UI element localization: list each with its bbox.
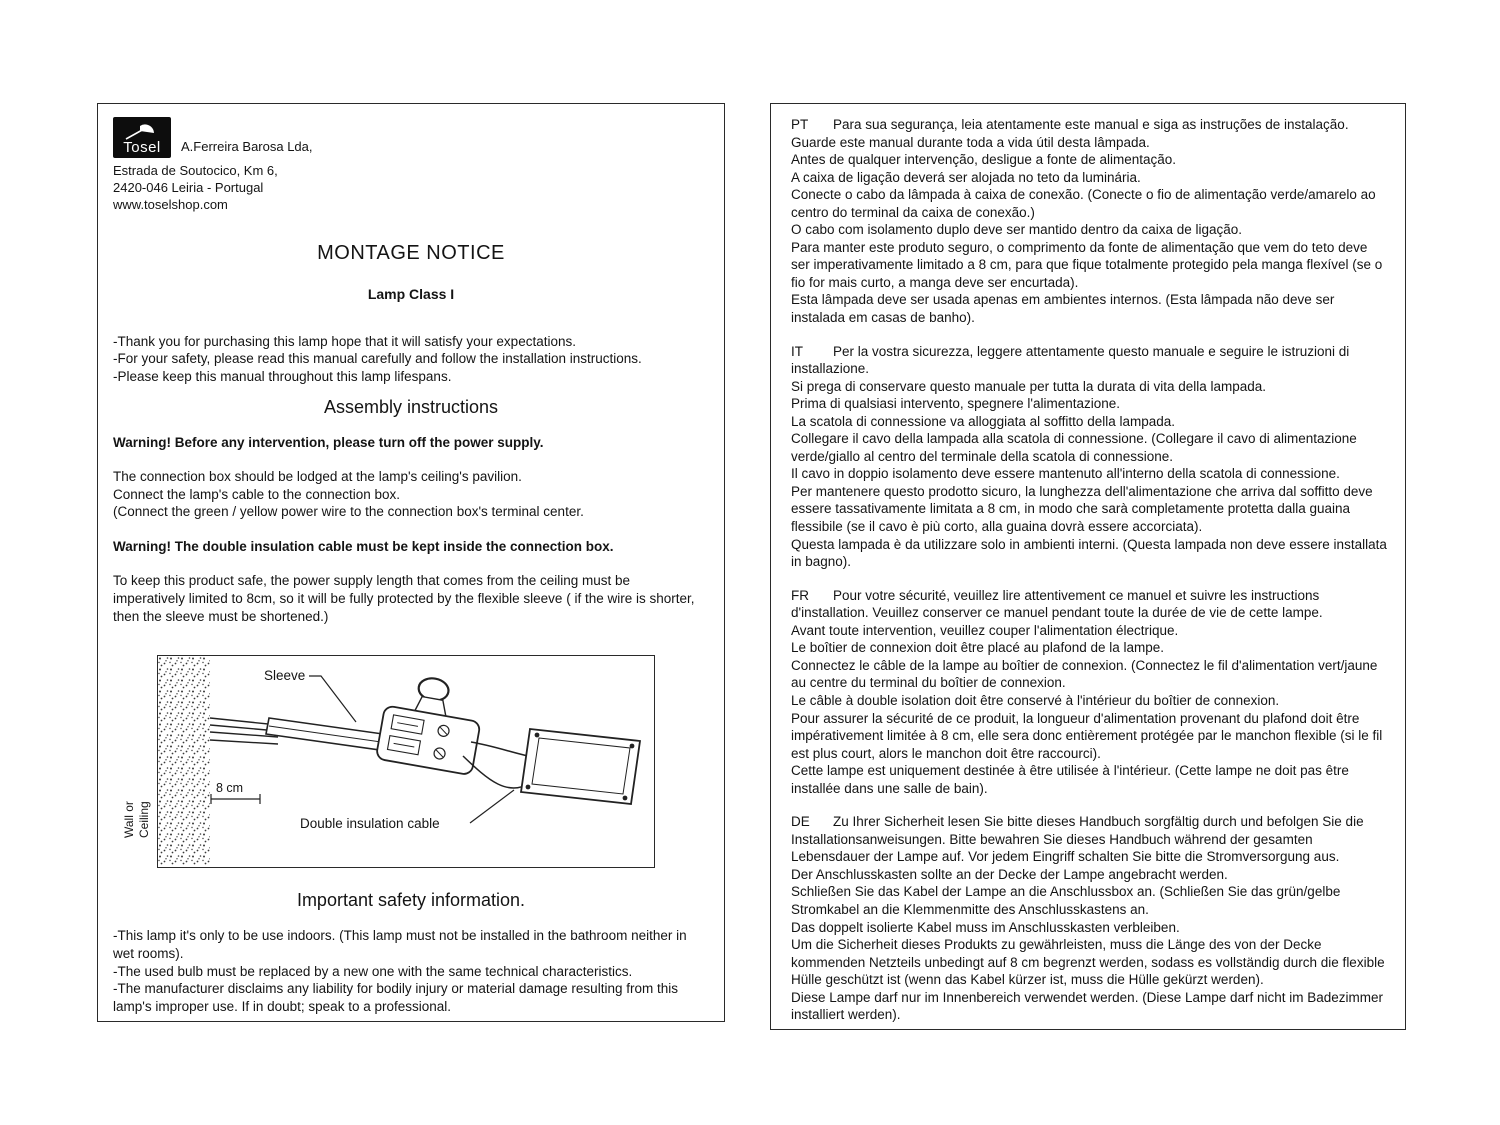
lang-sentence: La scatola di connessione va alloggiata al soffitto della lampada. [791, 413, 1176, 429]
sleeve-label: Sleeve [264, 668, 306, 684]
cable-label: Double insulation cable [300, 816, 440, 832]
lang-sentence: Para manter este produto seguro, o comprimento da fonte de alimentação que vem do teto deve ser imperativamente limitado a 8 cm, para que fique totalmente protegido pela manga flexível (se o fio for mais curto, a manga deve ser encurtada). [791, 239, 1383, 290]
lang-sentence: Das doppelt isolierte Kabel muss im Anschlusskasten verbleiben. [791, 919, 1180, 935]
diagram-frame [157, 655, 655, 868]
lang-sentence: Per la vostra sicurezza, leggere attentamente questo manuale e seguire le istruzioni di installazione. [791, 343, 1350, 377]
left-page [97, 103, 725, 1022]
lang-sentence: Connectez le câble de la lampe au boîtier de connexion. (Connectez le fil d'alimentation vert/jaune au centre du terminal du boîtier de connexion. [791, 657, 1378, 691]
lang-sentence: Le boîtier de connexion doit être placé au plafond de la lampe. [791, 640, 1165, 656]
connection-line: The connection box should be lodged at the lamp's ceiling's pavilion. [113, 469, 522, 485]
assembly-diagram [122, 655, 655, 868]
lang-sentence: Um die Sicherheit dieses Produkts zu gewährleisten, muss die Länge des von der Decke kommenden Netzteils unbedingt auf 8 cm begrenzt werden, sodass es vollständig durch die flexible Hülle geschützt ist (wenn das Kabel kürzer ist, muss die Hülle gekürzt werden). [791, 937, 1385, 988]
lang-sentence: Pour assurer la sécurité de ce produit, la longueur d'alimentation provenant du plafond doit être impérativement limitée à 8 cm, elle sera donc entièrement protégée par le manchon flexible (si le fil est plus court, alors le manchon doit être raccourci). [791, 710, 1383, 761]
logo-row [113, 117, 709, 158]
tosel-logo [113, 117, 171, 158]
lang-sentence: Le câble à double isolation doit être conservé à l'intérieur du boîtier de connexion. [791, 692, 1280, 708]
lang-code-it: IT [791, 343, 803, 359]
lang-sentence: O cabo com isolamento duplo deve ser mantido dentro da caixa de ligação. [791, 222, 1243, 238]
right-page [770, 103, 1406, 1030]
lang-first-line [791, 343, 1387, 378]
lang-sentence: Conecte o cabo da lâmpada à caixa de conexão. (Conecte o fio de alimentação verde/amarelo ao centro do terminal da caixa de conexão.) [791, 187, 1376, 220]
lang-code-fr: FR [791, 587, 809, 603]
website-url: www.toselshop.com [113, 197, 228, 213]
cable-leader-line [470, 790, 514, 823]
lang-sentence: Esta lâmpada deve ser usada apenas em ambientes internos. (Esta lâmpada não deve ser instalada em casas de banho). [791, 292, 1335, 326]
lang-sentence: Pour votre sécurité, veuillez lire attentivement ce manuel et suivre les instructions d'installation. Veuillez conserver ce manuel pendant toute la durée de vie de cette lampe. [791, 587, 1323, 621]
logo-text: Tosel [123, 139, 161, 156]
assembly-heading: Assembly instructions [323, 397, 499, 418]
intro-paragraphs [113, 333, 709, 386]
lang-sentence: Diese Lampe darf nur im Innenbereich verwendet werden. (Diese Lampe darf nicht im Badezimmer installiert werden). [791, 989, 1384, 1023]
power-warning: Warning! Before any intervention, please turn off the power supply. [113, 434, 544, 450]
safety-heading: Important safety information. [296, 890, 526, 911]
connection-box [376, 671, 487, 775]
lang-code-de: DE [791, 814, 810, 830]
lang-first-line [791, 116, 1387, 134]
lang-sentence: Antes de qualquer intervenção, desligue a fonte de alimentação. [791, 152, 1177, 168]
company-address [113, 162, 709, 213]
lang-sentence: Schließen Sie das Kabel der Lampe an die Anschlussbox an. (Schließen Sie das grün/gelbe Stromkabel an die Klemmenmitte des Anschlusskastens an. [791, 884, 1341, 917]
diagram-svg [158, 656, 653, 866]
dimension-label: 8 cm [216, 781, 244, 796]
safety-line: -The manufacturer disclaims any liability for bodily injury or material damage resulting from this lamp's improper use. If in doubt; speak to a professional. [113, 981, 678, 1014]
cable-length-paragraph: To keep this product safe, the power supply length that comes from the ceiling must be imperatively limited to 8cm, so it will be fully protected by the flexible sleeve ( if the wire is shorter, then the sleeve must be shortened.) [113, 573, 695, 624]
lang-sentence: Il cavo in doppio isolamento deve essere mantenuto all'interno della scatola di connessione. [791, 466, 1340, 482]
montage-title: MONTAGE NOTICE [317, 242, 505, 265]
lang-first-line [791, 587, 1387, 622]
lang-sentence: Per mantenere questo prodotto sicuro, la lunghezza dell'alimentazione che arriva dal soffitto deve essere tassativamente limitata a 8 cm, in modo che sarà completamente protetta dalla guaina flessibile (se il cavo è più corto, alla guaina dovrà essere accorciata). [791, 483, 1373, 535]
connection-instructions [113, 468, 709, 521]
safety-line: -The used bulb must be replaced by a new one with the same technical characteristics. [113, 963, 633, 979]
lang-sentence: Collegare il cavo della lampada alla scatola di connessione. (Collegare il cavo di alimentazione verde/giallo al centro del terminale della scatola di connessione. [791, 431, 1357, 464]
intro-line: -Thank you for purchasing this lamp hope that it will satisfy your expectations. [113, 333, 576, 349]
cover-plate [521, 729, 640, 804]
intro-line: -For your safety, please read this manual carefully and follow the installation instructions. [113, 351, 642, 367]
lang-sentence: A caixa de ligação deverá ser alojada no teto da luminária. [791, 169, 1141, 185]
insulation-warning: Warning! The double insulation cable must be kept inside the connection box. [113, 538, 614, 554]
section-pt [791, 116, 1387, 327]
safety-paragraphs [113, 927, 709, 1015]
section-it [791, 343, 1387, 571]
section-fr [791, 587, 1387, 798]
dimension-line [211, 794, 260, 804]
lang-sentence: Zu Ihrer Sicherheit lesen Sie bitte dieses Handbuch sorgfältig durch und befolgen Sie die Installationsanweisungen. Bitte bewahren Sie dieses Handbuch während der gesamten Lebensdauer der Lampe auf. Vor jedem Eingriff schalten Sie bitte die Stromversorgung aus. [791, 814, 1364, 865]
section-de [791, 813, 1387, 1024]
lamp-icon [122, 124, 162, 140]
connection-line: Connect the lamp's cable to the connection box. [113, 486, 401, 502]
company-name: A.Ferreira Barosa Lda, [181, 139, 313, 155]
lang-sentence: Para sua segurança, leia atentamente este manual e siga as instruções de instalação. [833, 117, 1349, 132]
safety-line: -This lamp it's only to be use indoors. (This lamp must not be installed in the bathroom neither in wet rooms). [113, 928, 687, 961]
lang-sentence: Der Anschlusskasten sollte an der Decke der Lampe angebracht werden. [791, 866, 1228, 882]
lang-sentence: Guarde este manual durante toda a vida útil desta lâmpada. [791, 134, 1150, 150]
lang-first-line [791, 813, 1387, 866]
lang-sentence: Questa lampada è da utilizzare solo in ambienti interni. (Questa lampada non deve essere installata in bagno). [791, 536, 1387, 570]
wall-ceiling-label: Wall or Ceiling [122, 801, 151, 839]
lamp-class-subtitle: Lamp Class I [367, 286, 455, 303]
intro-line: -Please keep this manual throughout this lamp lifespans. [113, 368, 452, 384]
lang-sentence: Avant toute intervention, veuillez couper l'alimentation électrique. [791, 622, 1179, 638]
sleeve-shape [266, 718, 390, 751]
lang-sentence: Cette lampe est uniquement destinée à être utilisée à l'intérieur. (Cette lampe ne doit pas être installée dans une salle de bain). [791, 763, 1349, 796]
sleeve-leader-line [309, 676, 356, 722]
wall-hatch [158, 656, 210, 866]
address-line: Estrada de Soutocico, Km 6, [113, 163, 278, 178]
lang-sentence: Si prega di conservare questo manuale per tutta la durata di vita della lampada. [791, 378, 1267, 394]
address-line: 2420-046 Leiria - Portugal [113, 180, 264, 196]
connection-line: (Connect the green / yellow power wire to the connection box's terminal center. [113, 504, 584, 520]
lang-sentence: Prima di qualsiasi intervento, spegnere l'alimentazione. [791, 396, 1121, 412]
lang-code-pt: PT [791, 117, 809, 132]
